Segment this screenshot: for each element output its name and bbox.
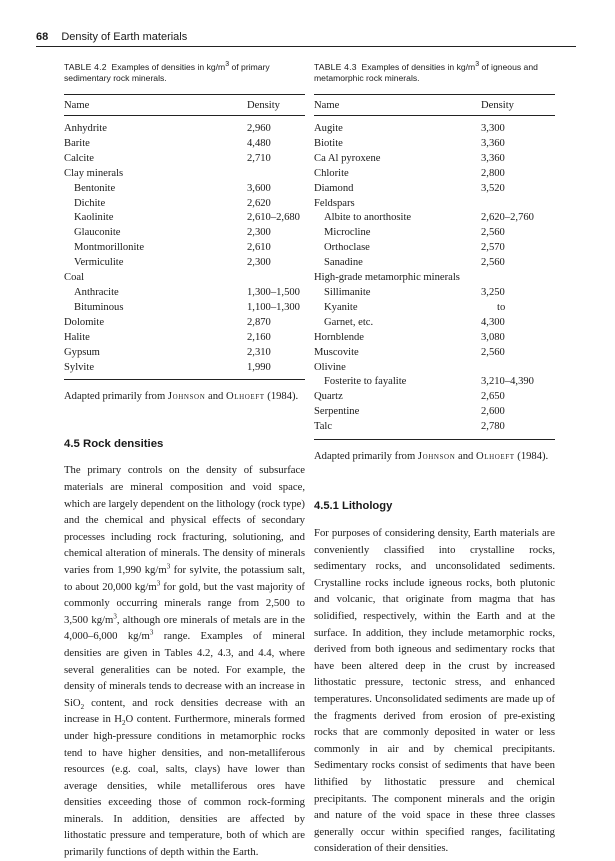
cell-name: High-grade metamorphic minerals xyxy=(314,272,460,284)
cell-name: Orthoclase xyxy=(324,242,370,254)
caption-text: of igneous and metamorphic rock minerals. xyxy=(314,62,538,83)
cell-name: Sylvite xyxy=(64,361,247,380)
cell-name: Kyanite xyxy=(324,301,358,313)
table-row xyxy=(64,211,305,226)
source-text: Adapted primarily from xyxy=(314,451,418,463)
cell-density: 2,780 xyxy=(481,420,555,439)
source-text: Adapted primarily from xyxy=(64,391,168,403)
cell-name: Microcline xyxy=(324,227,371,239)
table-row xyxy=(64,182,305,197)
cell-density: 2,620 xyxy=(247,197,271,209)
column-header-density: Density xyxy=(247,95,305,116)
table-label: TABLE 4.3 xyxy=(314,62,357,72)
table-4-3-source xyxy=(314,449,555,464)
cell-density: 3,210–4,390 xyxy=(481,376,534,388)
section-body-rock-densities xyxy=(64,462,305,860)
source-text: and xyxy=(455,451,476,463)
table-row xyxy=(314,420,555,439)
caption-superscript: 3 xyxy=(225,61,230,69)
cell-name: Fosterite to fayalite xyxy=(324,376,407,388)
cell-density: to xyxy=(497,301,506,313)
cell-density: 2,710 xyxy=(247,152,271,164)
table-row xyxy=(314,331,555,346)
table-4-3 xyxy=(314,94,555,440)
table-row xyxy=(64,286,305,301)
body-text: O content. Furthermore, minerals formed under high-pressure conditions in metamorphic rocks tend to have higher densities, and non-metalliferous resources (e.g. coal, salts, clays) have lower than average densities, while metalliferous ores have densities exceeding those of common rock-forming minerals. In addition, densities are affected by lithostatic pressure and temperature, both of which are primarily functions of depth within the Earth. xyxy=(64,713,305,859)
caption-text: Examples of densities in kg/m xyxy=(111,62,226,72)
cell-density: 3,520 xyxy=(481,182,505,194)
source-author: Olhoeft xyxy=(225,391,265,403)
cell-name: Albite to anorthosite xyxy=(324,212,412,224)
cell-name: Augite xyxy=(314,123,343,134)
table-row xyxy=(314,271,555,286)
table-row xyxy=(314,241,555,256)
cell-name: Calcite xyxy=(64,152,95,164)
cell-density xyxy=(247,271,305,286)
table-row xyxy=(314,152,555,167)
cell-density: 2,160 xyxy=(247,331,271,343)
table-row xyxy=(64,152,305,167)
cell-name: Gypsum xyxy=(64,346,100,358)
subscript: 2 xyxy=(80,702,85,711)
cell-name: Clay minerals xyxy=(64,167,124,179)
cell-density: 3,080 xyxy=(481,331,505,343)
cell-name: Muscovite xyxy=(314,346,359,358)
cell-density: 3,360 xyxy=(481,152,505,164)
table-row xyxy=(64,346,305,361)
cell-name: Coal xyxy=(64,272,85,284)
cell-density xyxy=(481,271,555,286)
table-row xyxy=(314,226,555,241)
cell-density: 2,610 xyxy=(247,242,271,254)
table-row xyxy=(314,286,555,301)
cell-density: 4,480 xyxy=(247,137,271,149)
table-row xyxy=(64,361,305,380)
body-text: , although ore minerals of metals are in the 4,000–6,000 kg/m xyxy=(64,613,305,643)
caption-text: Examples of densities in kg/m xyxy=(361,62,476,72)
table-row xyxy=(64,241,305,256)
source-author: Johnson xyxy=(167,391,206,403)
cell-name: Hornblende xyxy=(314,331,365,343)
cell-name: Anhydrite xyxy=(64,123,107,134)
superscript: 3 xyxy=(149,628,154,637)
cell-name: Quartz xyxy=(314,391,343,403)
running-header xyxy=(36,31,576,47)
section-heading-rock-densities: 4.5 Rock densities xyxy=(64,438,164,451)
source-author: Olhoeft xyxy=(475,451,515,463)
table-row xyxy=(64,316,305,331)
table-row xyxy=(64,301,305,316)
cell-name: Kaolinite xyxy=(74,212,114,224)
cell-name: Barite xyxy=(64,137,90,149)
table-row xyxy=(314,211,555,226)
cell-density: 3,300 xyxy=(481,123,505,134)
cell-density xyxy=(481,361,555,376)
cell-density: 4,300 xyxy=(481,316,505,328)
table-header-row xyxy=(314,95,555,116)
cell-name: Bituminous xyxy=(74,301,124,313)
source-year: (1984). xyxy=(514,451,549,463)
left-column xyxy=(64,62,305,861)
body-text: for sylvite, the potassium salt, to about 20,000 kg/m xyxy=(64,563,306,593)
column-header-name: Name xyxy=(314,95,481,116)
source-author: Johnson xyxy=(417,451,456,463)
cell-name: Ca Al pyroxene xyxy=(314,152,381,164)
cell-density: 2,650 xyxy=(481,391,505,403)
table-row xyxy=(314,167,555,182)
cell-density: 2,560 xyxy=(481,346,505,358)
cell-name: Feldspars xyxy=(314,197,355,209)
cell-name: Halite xyxy=(64,331,90,343)
caption-text: of primary sedimentary rock minerals. xyxy=(64,62,270,83)
table-4-3-caption xyxy=(314,62,555,88)
cell-density: 2,870 xyxy=(247,316,271,328)
cell-name: Talc xyxy=(314,420,481,439)
table-row xyxy=(314,346,555,361)
cell-density: 2,960 xyxy=(247,123,271,134)
table-header-row xyxy=(64,95,305,116)
cell-name: Dichite xyxy=(74,197,106,209)
right-column xyxy=(314,62,555,857)
column-header-density: Density xyxy=(481,95,555,116)
cell-name: Biotite xyxy=(314,137,343,149)
body-text: The primary controls on the density of subsurface materials are mineral composition and void space, which are largely dependent on the lithology (rock type) and the chemical and physical effects of secondary processes including rock fracturing, solutioning, and chemical alteration of minerals. The density of minerals varies from 1,990 kg/m xyxy=(64,464,305,576)
table-row xyxy=(64,137,305,152)
cell-name: Anthracite xyxy=(74,286,119,298)
table-row xyxy=(64,226,305,241)
cell-density xyxy=(481,197,555,212)
cell-name: Diamond xyxy=(314,182,354,194)
cell-density: 3,600 xyxy=(247,182,271,194)
caption-superscript: 3 xyxy=(475,61,480,69)
body-text: for gold, but the vast majority of commonly occurring minerals range from 2,500 to 3,500 kg/m xyxy=(64,580,305,626)
cell-density: 2,610–2,680 xyxy=(247,212,300,224)
subscript: 2 xyxy=(122,719,126,728)
cell-name: Chlorite xyxy=(314,167,349,179)
table-row xyxy=(314,405,555,420)
cell-name: Montmorillonite xyxy=(74,242,145,254)
table-4-2-caption xyxy=(64,62,305,88)
cell-name: Sillimanite xyxy=(324,286,371,298)
cell-density: 2,600 xyxy=(481,406,505,418)
cell-name: Serpentine xyxy=(314,406,360,418)
column-header-name: Name xyxy=(64,95,247,116)
cell-name: Glauconite xyxy=(74,227,121,239)
table-row xyxy=(314,182,555,197)
superscript: 3 xyxy=(113,612,117,621)
table-row xyxy=(64,167,305,182)
cell-density: 2,310 xyxy=(247,346,271,358)
cell-name: Olivine xyxy=(314,361,346,373)
body-text: range. Examples of mineral densities are given in Tables 4.2, 4.3, and 4.4, where several generalities can be noted. For example, the density of minerals tends to decrease with an increase in SiO xyxy=(64,630,305,709)
table-row xyxy=(314,316,555,331)
cell-name: Sanadine xyxy=(324,257,363,269)
table-row xyxy=(314,116,555,137)
table-row xyxy=(314,197,555,212)
cell-name: Bentonite xyxy=(74,182,116,194)
cell-density: 1,100–1,300 xyxy=(247,301,300,313)
table-row xyxy=(314,375,555,390)
page-number: 68 xyxy=(36,31,49,43)
cell-density: 2,300 xyxy=(247,227,271,239)
cell-density: 2,620–2,760 xyxy=(481,212,534,224)
cell-name: Garnet, etc. xyxy=(324,316,374,328)
cell-density: 3,250 xyxy=(481,286,505,298)
source-text: and xyxy=(205,391,226,403)
cell-density: 1,300–1,500 xyxy=(247,286,300,298)
table-label: TABLE 4.2 xyxy=(64,62,107,72)
cell-density: 3,360 xyxy=(481,137,505,149)
superscript: 3 xyxy=(156,579,161,587)
source-year: (1984). xyxy=(264,391,299,403)
cell-density xyxy=(247,167,305,182)
cell-name: Dolomite xyxy=(64,316,105,328)
table-row xyxy=(314,137,555,152)
section-body-lithology: For purposes of considering density, Earth materials are conveniently classified into crystalline rocks, sedimentary rocks, and unconsolidated sediments. Crystalline rocks include igneous rocks, both plutonic and volcanic, that originate from magma that has solidified, respectively, within the Earth and at the surface. In addition, they include metamorphic rocks, derived from both igneous and sedimentary rocks that have been altered deep in the crust by increased lithostatic pressure, tectonic stress, and enhanced temperatures. Unconsolidated sediments are made up of the fragments derived from erosion of pre-existing rocks that are commonly deposited in water or less commonly in air and by chemical precipitants. Sedimentary rocks consist of sediments that have been lithified by lithostatic pressure and chemical precipitants. The component minerals and the origin and nature of the void space in these three classes generally occur within specified ranges, facilitating consideration of their densities. xyxy=(314,527,555,855)
table-row xyxy=(314,301,555,316)
cell-density: 2,800 xyxy=(481,167,505,179)
cell-density: 2,300 xyxy=(247,257,271,269)
cell-density: 2,570 xyxy=(481,242,505,254)
table-4-2 xyxy=(64,94,305,380)
table-row xyxy=(64,271,305,286)
running-title: Density of Earth materials xyxy=(61,31,188,43)
table-row xyxy=(64,331,305,346)
cell-name: Vermiculite xyxy=(74,257,124,269)
superscript: 3 xyxy=(166,562,171,571)
cell-density: 2,560 xyxy=(481,227,505,239)
table-4-2-source xyxy=(64,389,305,404)
table-row xyxy=(64,197,305,212)
cell-density: 1,990 xyxy=(247,361,305,380)
section-heading-lithology: 4.5.1 Lithology xyxy=(314,500,393,513)
table-row xyxy=(64,116,305,137)
body-text: content, and rock densities decrease with an increase in H xyxy=(64,696,305,726)
table-row xyxy=(64,256,305,271)
cell-density: 2,560 xyxy=(481,257,505,269)
table-row xyxy=(314,390,555,405)
table-row xyxy=(314,256,555,271)
table-row xyxy=(314,361,555,376)
